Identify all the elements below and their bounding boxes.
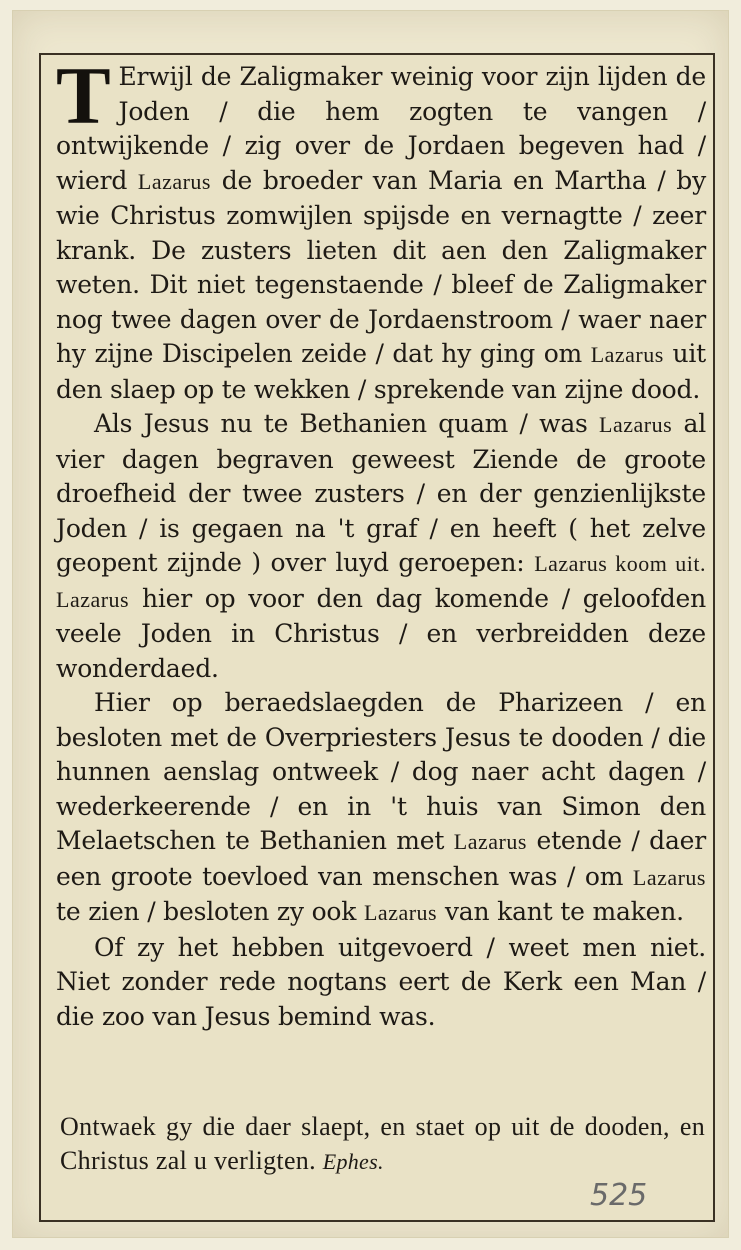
paragraph-text: te zien / besloten zy ook	[56, 897, 364, 926]
name-text: Lazarus	[137, 168, 211, 194]
paragraph-text: de broeder van Maria en Martha / by wie Christus zomwijlen spijsde en vernagtte / zeer krank. De zusters lieten dit aen den Zaligmaker weten. Dit niet tegenstaende / bleef de Zaligmaker nog twee dagen over de Jordaenstroom / waer naer hy zijne Discipelen zeide / dat hy ging om	[56, 165, 706, 368]
name-text: Lazarus koom uit.	[534, 551, 706, 576]
paragraph-text: Erwijl de Zaligmaker weinig voor zijn lijden de Joden / die hem zogten te vangen / ontwijkende / zig over de Jordaen begeven had / wierd	[56, 62, 706, 195]
paragraph-text: etende / daer een groote toevloed van menschen was / om	[56, 826, 706, 891]
name-text: Lazarus	[453, 829, 527, 854]
paragraph	[56, 50, 706, 407]
name-text: Lazarus	[599, 412, 673, 437]
name-text: Lazarus	[590, 342, 664, 367]
paragraph-text: Als Jesus nu te Bethanien quam / was	[94, 409, 600, 438]
name-text: Lazarus	[632, 864, 706, 890]
paragraph-text: uit den slaep op te wekken / sprekende van zijne dood.	[56, 339, 706, 404]
paragraph-text: al vier dagen begraven geweest Ziende de groote droefheid der twee zusters / en der genzienlijkste Joden / is gegaen na 't graf / en heeft ( het zelve geopent zijnde ) over luyd geroepen:	[56, 409, 706, 577]
name-text: Lazarus	[363, 900, 438, 925]
paragraph	[56, 686, 706, 931]
paragraph	[56, 407, 706, 686]
body-text	[56, 50, 706, 1034]
folio-number: 525	[590, 1178, 648, 1213]
closing-text: Ontwaek gy die daer slaept, en staet op uit de dooden, en Christus zal u verligten.	[60, 1112, 705, 1175]
drop-capital: T	[56, 50, 111, 141]
closing-reference: Ephes.	[322, 1149, 384, 1174]
closing-verse	[60, 1110, 705, 1179]
paragraph-text: Of zy het hebben uitgevoerd / weet men niet. Niet zonder rede nogtans eert de Kerk een Man / die zoo van Jesus bemind was.	[56, 932, 706, 1031]
paragraph-text: Hier op beraedslaegden de Pharizeen / en besloten met de Overpriesters Jesus te dooden / die hunnen aenslag ontweek / dog naer acht dagen / wederkeerende / en in 't huis van Simon den Melaetschen te Bethanien met	[56, 688, 706, 855]
paragraph-text: van kant te maken.	[437, 897, 684, 926]
name-text: Lazarus	[56, 586, 130, 612]
paragraph-text: hier op voor den dag komende / geloofden veele Joden in Christus / en verbreidden deze wonderdaed.	[56, 583, 706, 683]
paragraph	[56, 931, 706, 1035]
